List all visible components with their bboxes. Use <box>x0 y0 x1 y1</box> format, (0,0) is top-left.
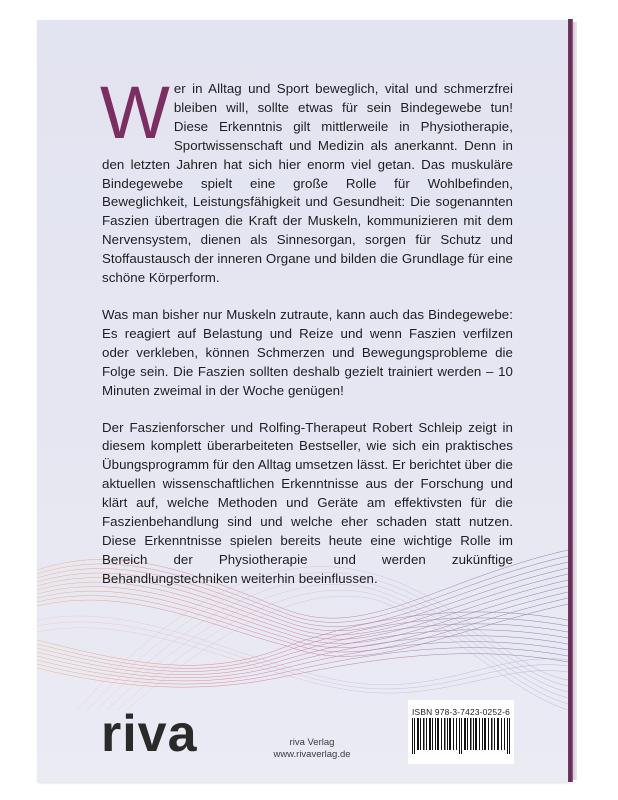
publisher-url: www.rivaverlag.de <box>273 749 351 760</box>
dropcap-letter: W <box>100 71 168 154</box>
blurb-paragraph-3: Der Faszienforscher und Rolfing-Therapeut Robert Schleip zeigt in diesem komplett überarbeiteten Bestseller, wie sich ein praktisches Übungsprogramm für den Alltag umsetzen lässt. Er berichtet über die aktuellen wissenschaftlichen Erkenntnisse aus der Forschung und klärt auf, welche Methoden und Geräte am effektivsten für die Faszienbehandlung sind und welche eher schaden statt nutzen. Diese Erkenntnisse spielen bereits heute eine wichtige Rolle im Bereich der Physiotherapie und werden zukünftige Behandlungstechniken weiterhin beeinflussen. <box>102 419 513 586</box>
blurb-paragraph-1: Wer in Alltag und Sport beweglich, vital und schmerzfrei bleiben will, sollte etwas für sein Bindegewebe tun! Diese Erkenntnis gilt mittlerweile in Physiotherapie, Sportwissenschaft und Medizin als anerkannt. Denn in den letzten Jahren hat sich hier enorm viel getan. Das muskuläre Bindegewebe spielt eine große Rolle für Wohlbefinden, Beweglichkeit, Leistungsfähigkeit und Gesundheit: Die sogenannten Faszien übertragen die Kraft der Muskeln, kommunizieren mit dem Nervensystem, dienen als Sinnesorgan, sorgen für Schutz und Stoffaustausch der inneren Organe und bilden die Grundlage für eine schöne Körperform. <box>100 71 513 286</box>
publisher-info <box>262 737 362 761</box>
blurb-paragraph-2: Was man bisher nur Muskeln zutraute, kann auch das Bindegewebe: Es reagiert auf Belastung und Reize und wenn Faszien verfilzen oder verkleben, können Schmerzen und Bewegungsprobleme die Folge sein. Die Faszien sollten deshalb gezielt trainiert werden – 10 Minuten zweimal in der Woche genügen! <box>102 306 513 398</box>
publisher-name: riva Verlag <box>289 737 335 748</box>
book-page-edge <box>573 22 577 780</box>
publisher-logo: riva <box>101 705 198 763</box>
blurb-text <box>100 71 513 607</box>
isbn-label: ISBN 978-3-7423-0252-6 <box>412 707 510 717</box>
barcode-icon <box>411 718 511 758</box>
